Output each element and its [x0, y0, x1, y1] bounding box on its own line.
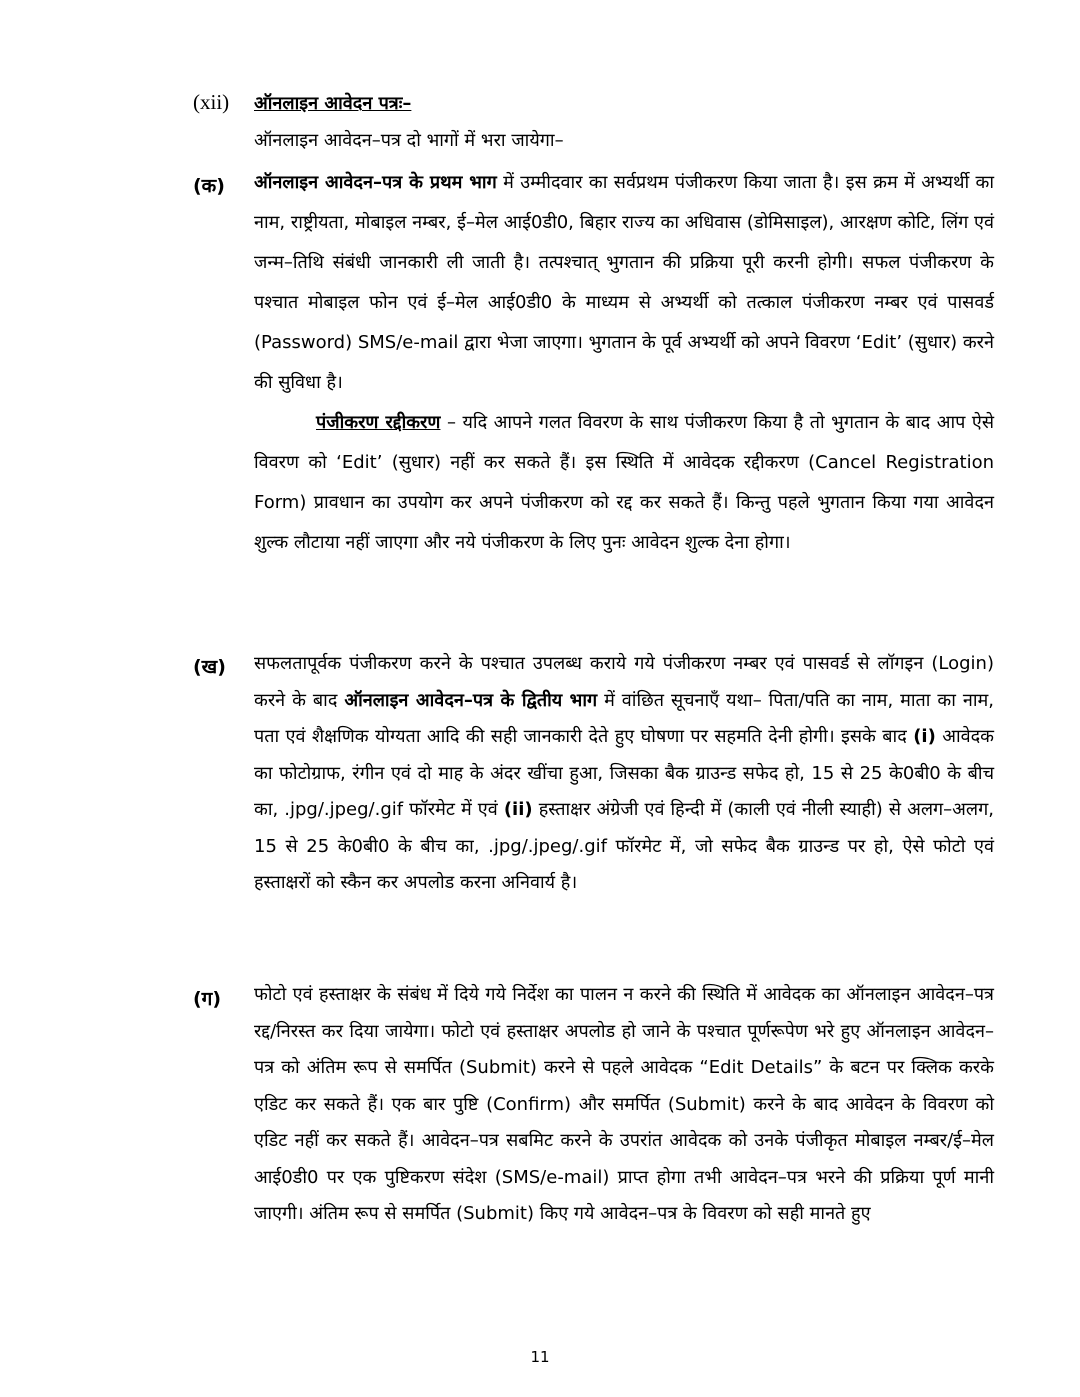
- cancel-registration-text: – यदि आपने गलत विवरण के साथ पंजीकरण किया है तो भुगतान के बाद आप ऐसे विवरण को ‘Edit’ (सुधार) नहीं कर सकते हैं। इस स्थिति में आवेदक रद्दीकरण (Cancel Registration Form) प्रावधान का उपयोग कर अपने पंजीकरण को रद्द कर सकते हैं। किन्तु पहले भुगतान किया गया आवेदन शुल्क लौटाया नहीं जाएगा और नये पंजीकरण के लिए पुनः आवेदन शुल्क देना होगा।: [254, 412, 994, 553]
- section-ka-lead: ऑनलाइन आवेदन–पत्र के प्रथम भाग: [254, 172, 497, 193]
- section-ka-text: में उम्मीदवार का सर्वप्रथम पंजीकरण किया जाता है। इस क्रम में अभ्यर्थी का नाम, राष्ट्रीयता, मोबाइल नम्बर, ई–मेल आई0डी0, बिहार राज्य का अधिवास (डोमिसाइल), आरक्षण कोटि, लिंग एवं जन्म–तिथि संबंधी जानकारी ली जाती है। तत्पश्चात् भुगतान की प्रक्रिया पूरी करनी होगी। सफल पंजीकरण के पश्चात मोबाइल फोन एवं ई–मेल आई0डी0 के माध्यम से अभ्यर्थी को तत्काल पंजीकरण नम्बर एवं पासवर्ड (Password) SMS/e-mail द्वारा भेजा जाएगा। भुगतान के पूर्व अभ्यर्थी को अपने विवरण ‘Edit’ (सुधार) करने की सुविधा है।: [254, 172, 994, 393]
- section-xii-heading: ऑनलाइन आवेदन पत्रः–: [254, 93, 412, 114]
- section-marker-ga: (ग): [193, 988, 222, 1010]
- section-ga-text: फोटो एवं हस्ताक्षर के संबंध में दिये गये निर्देश का पालन न करने की स्थिति में आवेदक का ऑनलाइन आवेदन–पत्र रद्द/निरस्त कर दिया जायेगा। फोटो एवं हस्ताक्षर अपलोड हो जाने के पश्चात पूर्णरूपेण भरे हुए ऑनलाइन आवेदन–पत्र को अंतिम रूप से समर्पित (Submit) करने से पहले आवेदक “Edit Details” के बटन पर क्लिक करके एडिट कर सकते हैं। एक बार पुष्टि (Confirm) और समर्पित (Submit) करने के बाद आवेदन के विवरण को एडिट नहीं कर सकते हैं। आवेदन–पत्र सबमिट करने के उपरांत आवेदक को उनके पंजीकृत मोबाइल नम्बर/ई–मेल आई0डी0 पर एक पुष्टिकरण संदेश (SMS/e-mail) प्राप्त होगा तभी आवेदन–पत्र भरने की प्रक्रिया पूर्ण मानी जाएगी। अंतिम रूप से समर्पित (Submit) किए गये आवेदन–पत्र के विवरण को सही मानते हुए: [254, 984, 994, 1224]
- section-kha-bold-i: (i): [913, 726, 936, 747]
- section-kha-text-1: सफलतापूर्वक पंजीकरण करने के पश्चात उपलब्ध कराये गये पंजीकरण नम्बर एवं पासवर्ड से लॉगइन (Login) करने के बाद: [254, 653, 994, 711]
- section-kha: [254, 646, 994, 902]
- section-kha-text-3: आवेदक का फोटोग्राफ, रंगीन एवं दो माह के अंदर खींचा हुआ, जिसका बैक ग्राउन्ड सफेद हो, 15 से 25 के0बी0 के बीच का, .jpg/.jpeg/.gif फॉरमेट में एवं: [254, 726, 994, 820]
- page-number: 11: [530, 1348, 550, 1366]
- section-kha-text-4: हस्ताक्षर अंग्रेजी एवं हिन्दी में (काली एवं नीली स्याही) से अलग–अलग, 15 से 25 के0बी0 के बीच का, .jpg/.jpeg/.gif फॉरमेट में, जो सफेद बैक ग्राउन्ड पर हो, ऐसे फोटो एवं हस्ताक्षरों को स्कैन कर अपलोड करना अनिवार्य है।: [254, 799, 994, 893]
- section-marker-ka: (क): [193, 175, 225, 197]
- section-ga: [254, 977, 994, 1233]
- section-xii-intro: ऑनलाइन आवेदन–पत्र दो भागों में भरा जायेगा–: [254, 130, 564, 151]
- cancel-registration-heading: पंजीकरण रद्दीकरण: [316, 412, 441, 433]
- section-kha-text-2: में वांछित सूचनाएँ यथा– पिता/पति का नाम, माता का नाम, पता एवं शैक्षणिक योग्यता आदि की सही जानकारी देते हुए घोषणा पर सहमति देनी होगी। इसके बाद: [254, 689, 994, 747]
- section-kha-bold-ii: (ii): [503, 799, 533, 820]
- section-ka: [254, 163, 994, 563]
- section-xii: [254, 84, 994, 158]
- section-marker-xii: (xii): [193, 90, 230, 114]
- section-kha-bold-1: ऑनलाइन आवेदन–पत्र के द्वितीय भाग: [344, 689, 598, 711]
- section-marker-kha: (ख): [193, 656, 226, 678]
